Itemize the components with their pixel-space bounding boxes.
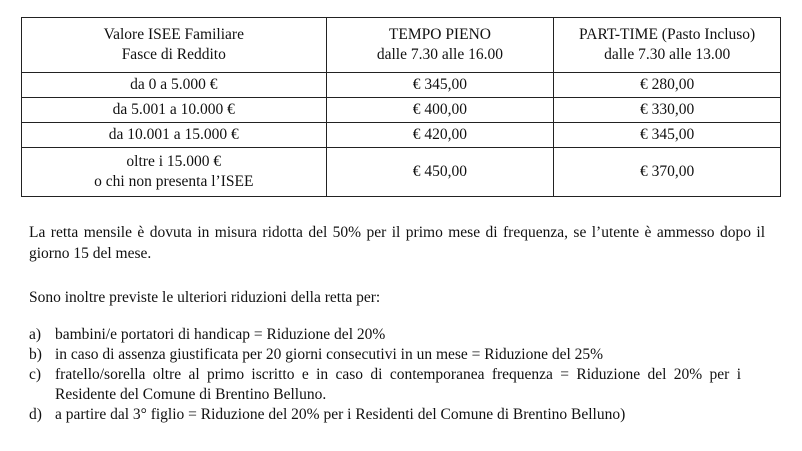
list-marker: b): [29, 346, 42, 363]
header-part-time-line-1: PART-TIME (Pasto Incluso): [579, 26, 756, 43]
header-full-time-line-2: dalle 7.30 alle 16.00: [376, 46, 503, 63]
part-time-fee-cell: € 280,00: [554, 73, 781, 98]
income-range-cell: [22, 73, 327, 98]
list-marker: a): [29, 326, 42, 343]
header-full-time-cell: [326, 18, 554, 73]
income-range-cell: [22, 148, 327, 197]
part-time-fee-cell: € 345,00: [554, 123, 781, 148]
fee-table: [21, 17, 781, 197]
reductions-intro-paragraph: Sono inoltre previste le ulteriori riduzioni della retta per:: [29, 289, 381, 306]
list-item: [29, 365, 741, 405]
part-time-fee-cell: € 330,00: [554, 98, 781, 123]
income-range-line-1: oltre i 15.000 €: [126, 153, 222, 170]
list-item-text: in caso di assenza giustificata per 20 giorni consecutivi in un mese = Riduzione del 25%: [55, 346, 604, 363]
header-isee-line-1: Valore ISEE Familiare: [103, 26, 244, 43]
header-isee-line-2: Fasce di Reddito: [121, 46, 226, 63]
table-row: [22, 98, 781, 123]
reductions-list: [29, 325, 741, 425]
income-range-text: da 5.001 a 10.000 €: [112, 101, 235, 118]
list-item: [29, 325, 741, 345]
header-isee-cell: [22, 18, 327, 73]
income-range-line-2: o chi non presenta l’ISEE: [94, 173, 254, 190]
list-marker: c): [29, 366, 42, 383]
list-item-text: fratello/sorella oltre al primo iscritto e in caso di contemporanea frequenza = Riduzione del 20% per i Residente del Comune di Brentino Belluno.: [55, 366, 741, 403]
income-range-cell: [22, 98, 327, 123]
list-marker: d): [29, 406, 42, 423]
first-month-paragraph: La retta mensile è dovuta in misura ridotta del 50% per il primo mese di frequenza, se l’utente è ammesso dopo il giorno 15 del mese.: [29, 224, 765, 262]
table-row: [22, 123, 781, 148]
list-item-text: bambini/e portatori di handicap = Riduzione del 20%: [55, 326, 386, 343]
list-item: [29, 405, 741, 425]
full-time-fee-cell: € 450,00: [326, 148, 554, 197]
list-item: [29, 345, 741, 365]
table-row: [22, 73, 781, 98]
income-range-text: da 10.001 a 15.000 €: [108, 126, 239, 143]
list-item-text: a partire dal 3° figlio = Riduzione del 20% per i Residenti del Comune di Brentino Belluno): [55, 406, 626, 423]
income-range-text: da 0 a 5.000 €: [130, 76, 218, 93]
table-header-row: [22, 18, 781, 73]
part-time-fee-cell: € 370,00: [554, 148, 781, 197]
full-time-fee-cell: € 420,00: [326, 123, 554, 148]
income-range-cell: [22, 123, 327, 148]
full-time-fee-cell: € 400,00: [326, 98, 554, 123]
header-full-time-line-1: TEMPO PIENO: [388, 26, 491, 43]
header-part-time-line-2: dalle 7.30 alle 13.00: [604, 46, 731, 63]
full-time-fee-cell: € 345,00: [326, 73, 554, 98]
table-row: [22, 148, 781, 197]
header-part-time-cell: [554, 18, 781, 73]
